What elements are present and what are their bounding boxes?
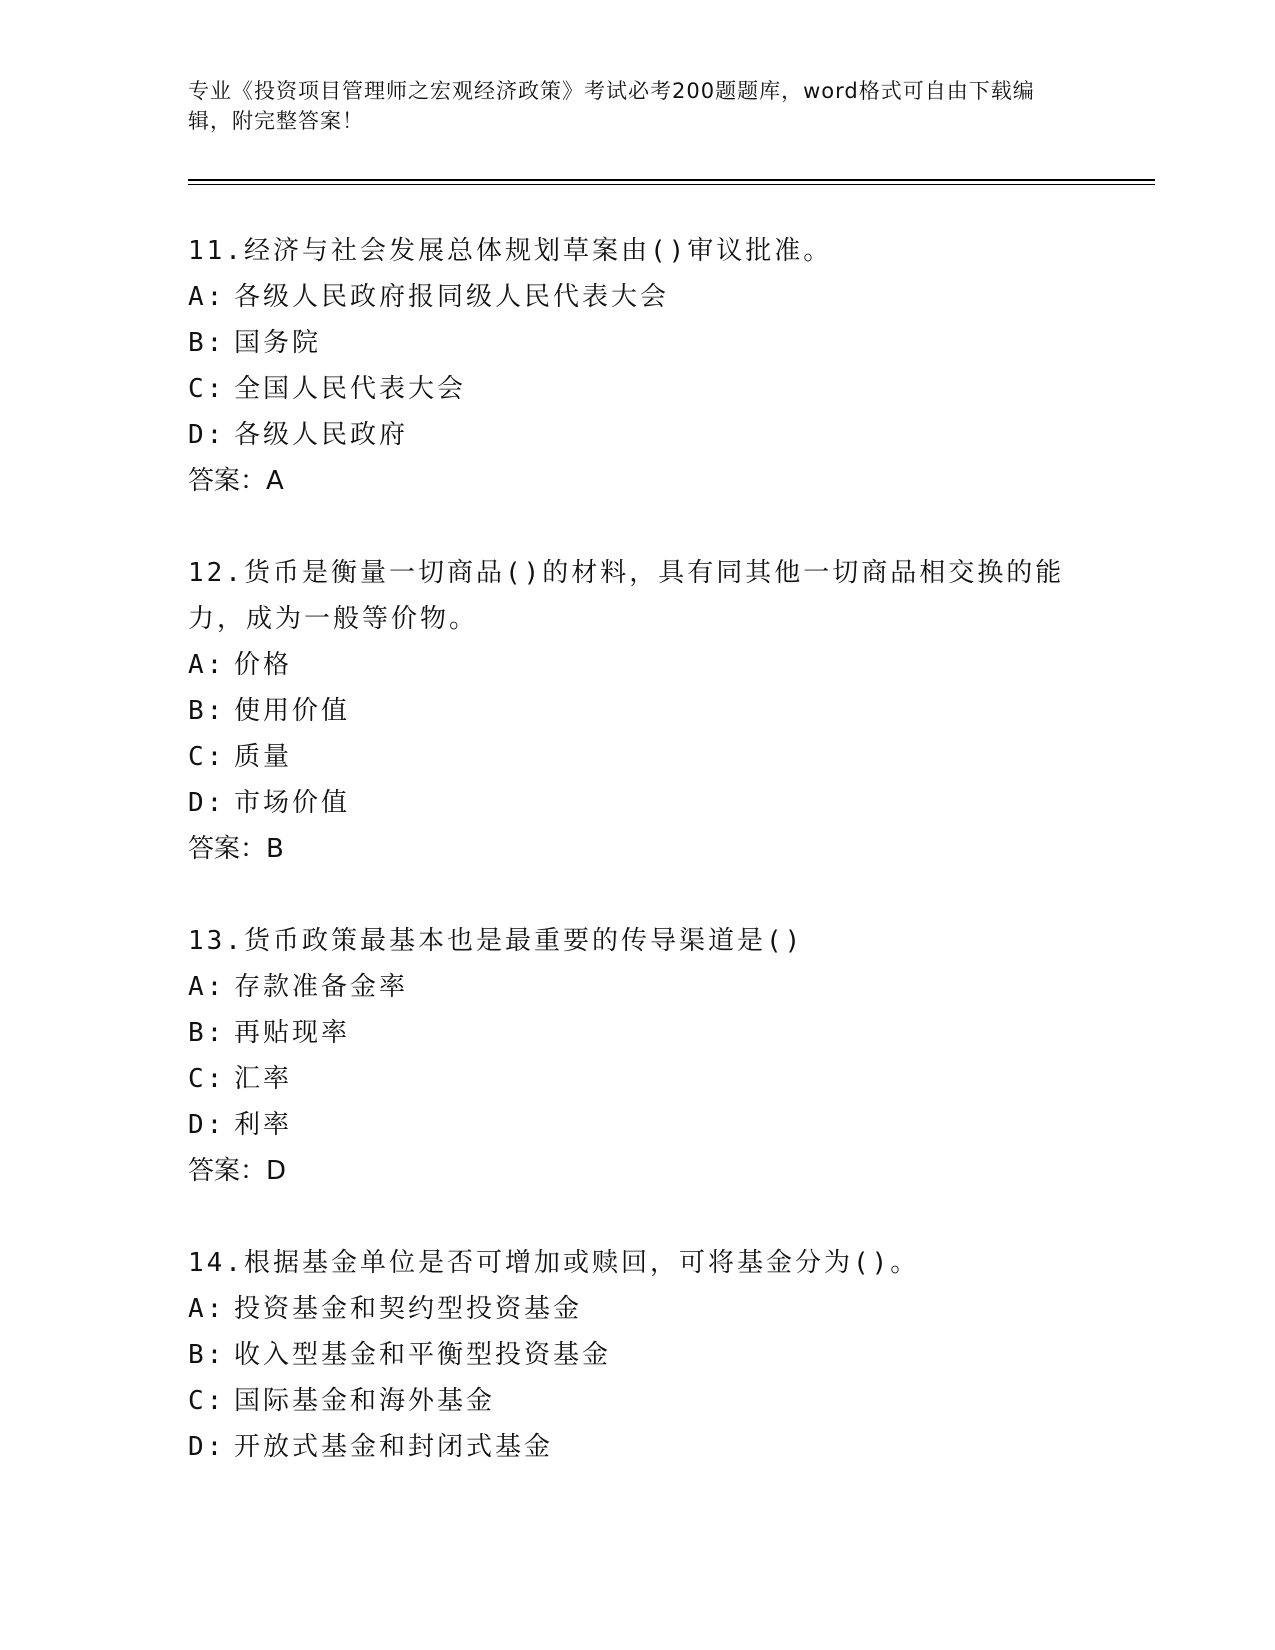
option-label: C: — [188, 1064, 226, 1094]
option-label: B: — [188, 1340, 226, 1370]
option-b — [188, 320, 1088, 366]
option-d — [188, 1424, 1088, 1470]
question-13 — [188, 918, 1088, 1194]
option-a — [188, 274, 1088, 320]
option-d — [188, 1102, 1088, 1148]
option-c — [188, 1378, 1088, 1424]
option-label: B: — [188, 1018, 226, 1048]
option-label: C: — [188, 742, 226, 772]
question-stem: 11.经济与社会发展总体规划草案由()审议批准。 — [188, 236, 833, 266]
option-text: 市场价值 — [234, 788, 351, 818]
option-label: B: — [188, 328, 226, 358]
option-text: 各级人民政府 — [234, 420, 409, 450]
answer: 答案：A — [188, 466, 284, 496]
answer: 答案：D — [188, 1156, 287, 1186]
question-12 — [188, 550, 1088, 872]
option-d — [188, 780, 1088, 826]
option-b — [188, 688, 1088, 734]
option-label: D: — [188, 1432, 226, 1462]
question-stem: 12.货币是衡量一切商品()的材料，具有同其他一切商品相交换的能力，成为一般等价物。 — [188, 558, 1065, 634]
option-text: 国务院 — [234, 328, 322, 358]
header-divider-thick — [188, 179, 1155, 181]
question-stem: 14.根据基金单位是否可增加或赎回，可将基金分为()。 — [188, 1248, 920, 1278]
option-a — [188, 964, 1088, 1010]
option-label: B: — [188, 696, 226, 726]
option-label: D: — [188, 788, 226, 818]
option-text: 全国人民代表大会 — [234, 374, 467, 404]
document-header: 专业《投资项目管理师之宏观经济政策》考试必考200题题库，word格式可自由下载编辑，附完整答案！ — [188, 79, 1035, 133]
header-divider-thin — [188, 184, 1155, 185]
question-11 — [188, 228, 1088, 504]
option-a — [188, 642, 1088, 688]
answer: 答案：B — [188, 834, 284, 864]
question-stem: 13.货币政策最基本也是最重要的传导渠道是() — [188, 926, 804, 956]
option-label: C: — [188, 374, 226, 404]
option-text: 价格 — [234, 650, 293, 680]
option-text: 存款准备金率 — [234, 972, 409, 1002]
option-text: 利率 — [234, 1110, 293, 1140]
option-text: 投资基金和契约型投资基金 — [234, 1294, 583, 1324]
option-c — [188, 734, 1088, 780]
option-label: D: — [188, 1110, 226, 1140]
option-text: 开放式基金和封闭式基金 — [234, 1432, 554, 1462]
option-c — [188, 1056, 1088, 1102]
option-label: D: — [188, 420, 226, 450]
option-text: 汇率 — [234, 1064, 293, 1094]
option-label: A: — [188, 1294, 226, 1324]
option-a — [188, 1286, 1088, 1332]
option-label: A: — [188, 650, 226, 680]
option-label: C: — [188, 1386, 226, 1416]
option-b — [188, 1010, 1088, 1056]
question-14 — [188, 1240, 1088, 1470]
option-text: 各级人民政府报同级人民代表大会 — [234, 282, 670, 312]
option-label: A: — [188, 972, 226, 1002]
option-c — [188, 366, 1088, 412]
option-text: 再贴现率 — [234, 1018, 351, 1048]
option-d — [188, 412, 1088, 458]
question-list — [188, 228, 1088, 1516]
option-label: A: — [188, 282, 226, 312]
option-text: 国际基金和海外基金 — [234, 1386, 496, 1416]
option-b — [188, 1332, 1088, 1378]
option-text: 收入型基金和平衡型投资基金 — [234, 1340, 612, 1370]
option-text: 质量 — [234, 742, 293, 772]
option-text: 使用价值 — [234, 696, 351, 726]
